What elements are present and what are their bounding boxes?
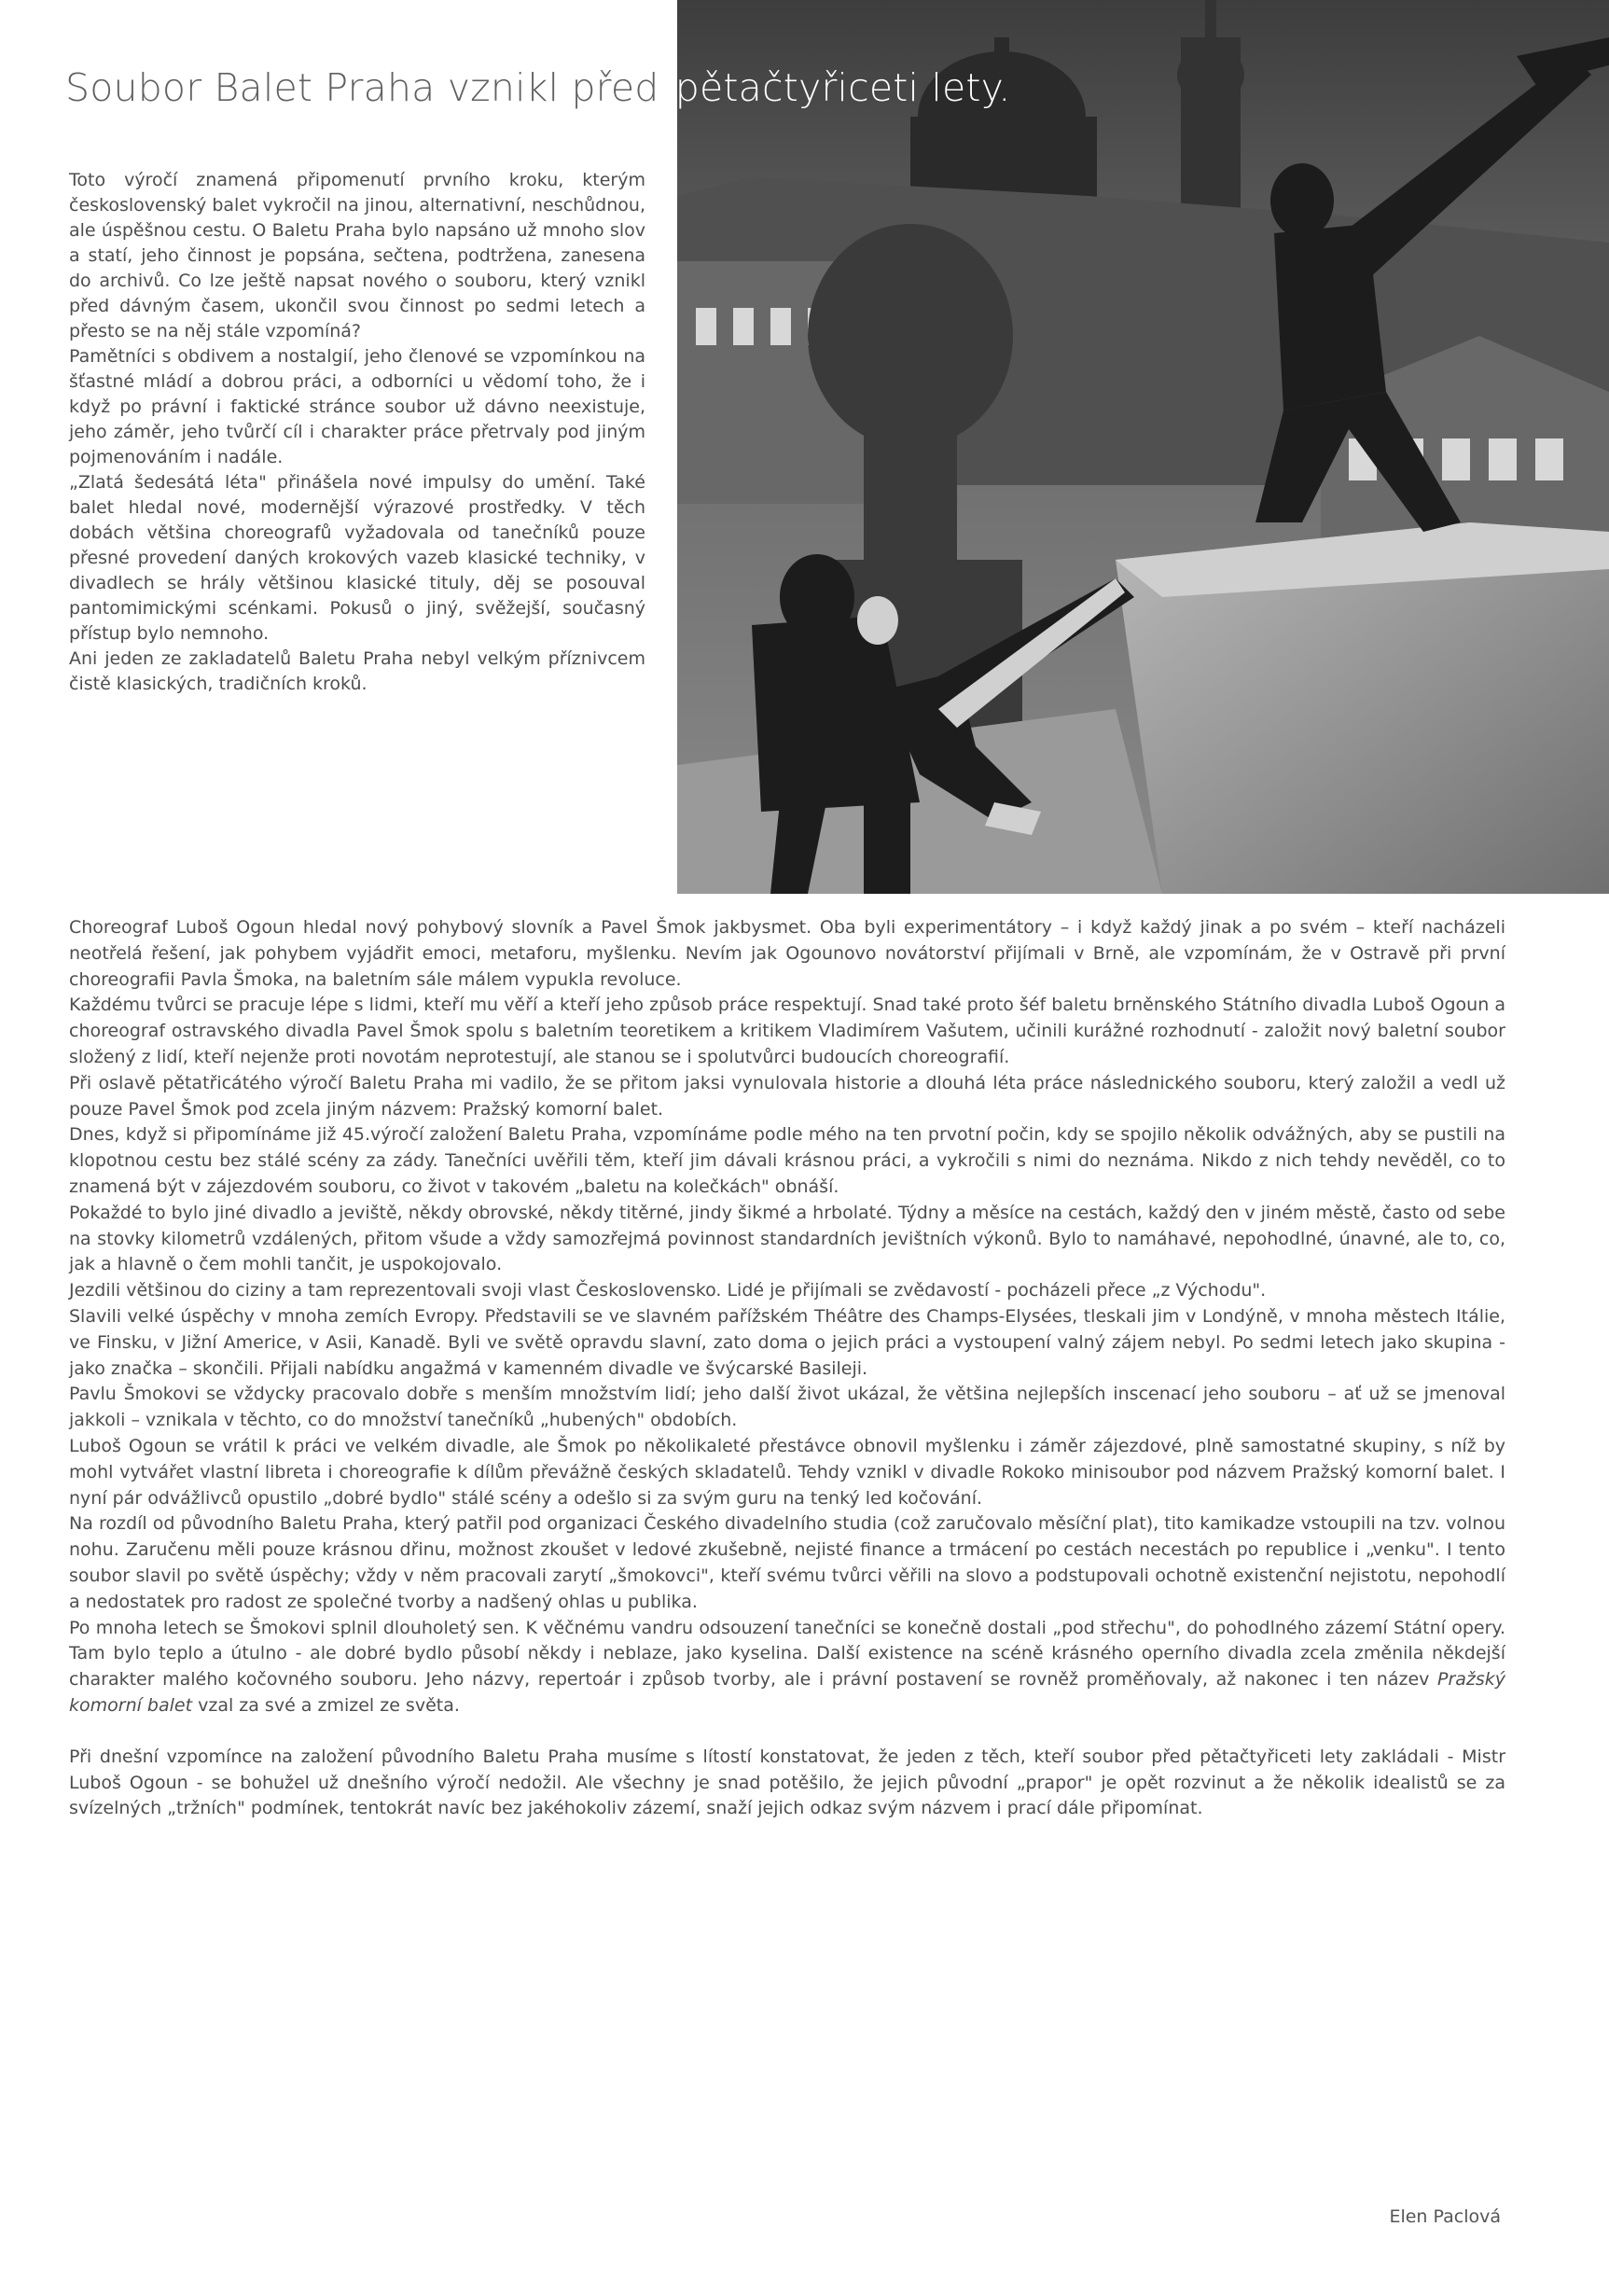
body-paragraph: Slavili velké úspěchy v mnoha zemích Evropy. Představili se ve slavném pařížském Théâtre des Champs-Elysées, tleskali jim v Londýně, v mnoha městech Itálie, ve Finsku, v Jižní Americe, v Asii, Kanadě. Byli ve světě opravdu slavní, zato doma o jejich práci a vystoupení valný zájem nebyl. Po sedmi letech jako skupina - jako značka – skončili. Přijali nabídku angažmá v kamenném divadle ve švýcarské Basileji.	[69, 1305, 1505, 1379]
intro-paragraph: Pamětníci s obdivem a nostalgií, jeho členové se vzpomínkou na šťastné mládí a dobrou práci, a odborníci u vědomí toho, že i když po právní i faktické stránce soubor už dávno neexistuje, jeho záměr, jeho tvůrčí cíl i charakter práce přetrvaly pod jiným pojmenováním i nadále.	[69, 346, 645, 467]
body-paragraph: Pavlu Šmokovi se vždycky pracovalo dobře s menším množstvím lidí; jeho další život ukázal, že většina nejlepších inscenací jeho souboru – ať už se jmenoval jakkoli – vznikala v těchto, co do množství tanečníků „hubených" obdobích.	[69, 1384, 1505, 1431]
intro-paragraph: Ani jeden ze zakladatelů Baletu Praha nebyl velkým příznivcem čistě klasických, tradičních kroků.	[69, 648, 645, 694]
body-paragraph: Na rozdíl od původního Baletu Praha, který patřil pod organizaci Českého divadelního studia (což zaručovalo měsíční plat), tito kamikadze vstoupili na tzv. volnou nohu. Zaručenu měli pouze krásnou dřinu, možnost zkoušet v ledové zkušebně, nejisté finance a trmácení po cestách necestách po republice i „venku". I tento soubor slavil po světě úspěchy; vždy v něm pracovali zarytí „šmokovci", kteří svému tvůrci věřili na slovo a podstupovali ochotně existenční nejistotu, nepohodlí a nedostatek pro radost ze společné tvorby a nadšený ohlas u publika.	[69, 1513, 1505, 1612]
stone-pillar	[1116, 522, 1609, 894]
title-part-1: Soubor Balet Praha vznikl před	[65, 65, 659, 110]
intro-column	[69, 168, 645, 697]
article-title	[65, 62, 1015, 114]
body-paragraph-text: Po mnoha letech se Šmokovi splnil dlouholetý sen. K věčnému vandru odsouzení tanečníci se konečně dostali „pod střechu", do pohodlného zázemí Státní opery. Tam bylo teplo a útulno - ale dobré bydlo působí někdy i neblaze, jako kyselina. Další existence na scéně krásného operního divadla zcela změnila někdejší charakter malého kočovného souboru. Jeho názvy, repertoár i způsob tvorby, ale i právní postavení se rovněž proměňovaly, až nakonec i ten název	[69, 1617, 1505, 1691]
dancers-photo	[677, 0, 1609, 894]
title-part-2: pětačtyřiceti lety.	[674, 65, 1011, 110]
main-text	[69, 915, 1505, 1822]
body-paragraph: Choreograf Luboš Ogoun hledal nový pohybový slovník a Pavel Šmok jakbysmet. Oba byli experimentátory – i když každý jinak a po svém – kteří nacházeli neotřelá řešení, jak pohybem vyjádřit emoci, metaforu, myšlenku. Nevím jak Ogounovo novátorství přijímali v Brně, ale vzpomínám, že v Ostravě při první choreografii Pavla Šmoka, na baletním sále málem vypukla revoluce.	[69, 917, 1505, 990]
closing-paragraph: Při dnešní vzpomínce na založení původního Baletu Praha musíme s lítostí konstatovat, že jeden z těch, kteří soubor před pětačtyřiceti lety zakládali - Mistr Luboš Ogoun - se bohužel už dnešního výročí nedožil. Ale všechny je snad potěšilo, že jejich původní „prapor" je opět rozvinut a že několik idealistů se za svízelných „tržních" podmínek, tentokrát navíc bez jakéhokoliv zázemí, snaží jejich odkaz svým názvem i prací dále připomínat.	[69, 1746, 1505, 1819]
body-paragraph-tail: vzal za své a zmizel ze světa.	[192, 1694, 460, 1716]
body-paragraph: Luboš Ogoun se vrátil k práci ve velkém divadle, ale Šmok po několikaleté přestávce obnovil myšlenku i záměr zájezdové, plně samostatné skupiny, s níž by mohl vytvářet vlastní libreta i choreografie k dílům převážně českých skladatelů. Tehdy vznikl v divadle Rokoko minisoubor pod názvem Pražský komorní balet. I nyní pár odvážlivců opustilo „dobré bydlo" stálé scény a odešlo si za svým guru na tenký led kočování.	[69, 1435, 1505, 1509]
body-paragraph: Při oslavě pětatřicátého výročí Baletu Praha mi vadilo, že se přitom jaksi vynulovala historie a dlouhá léta práce následnického souboru, který založil a vedl už pouze Pavel Šmok pod zcela jiným názvem: Pražský komorní balet.	[69, 1072, 1505, 1120]
body-paragraph-last	[69, 1616, 1505, 1719]
body-paragraph: Dnes, když si připomínáme již 45.výročí založení Baletu Praha, vzpomínáme podle mého na ten prvotní počin, kdy se spojilo několik odvážných, aby se pustili na klopotnou cestu bez stálé scény za zády. Tanečníci uvěřili těm, kteří jim dávali krásnou práci, a vykročili s nimi do neznáma. Nikdo z nich tehdy nevěděl, co to znamená být v zájezdovém souboru, co život v takovém „baletu na kolečkách" obnáší.	[69, 1124, 1505, 1197]
body-paragraph: Pokaždé to bylo jiné divadlo a jeviště, někdy obrovské, někdy titěrné, jindy šikmé a hrbolaté. Týdny a měsíce na cestách, každý den v jiném městě, často od sebe na stovky kilometrů vzdálených, přitom všude a vždy samozřejmá povinnost standardních jevištních výkonů. Bylo to namáhavé, nepohodlné, únavné, ale to, co, jak a hlavně o čem mohli tančit, je uspokojovalo.	[69, 1202, 1505, 1275]
body-paragraph: Každému tvůrci se pracuje lépe s lidmi, kteří mu věří a kteří jeho způsob práce respektují. Snad také proto šéf baletu brněnského Státního divadla Luboš Ogoun a choreograf ostravského divadla Pavel Šmok spolu s baletním teoretikem a kritikem Vladimírem Vašutem, učinili kurážné rozhodnutí - založit nový baletní soubor složený z lidí, kteří nejenže proti novotám neprotestují, ale stanou se i spolutvůrci budoucích choreografií.	[69, 995, 1505, 1067]
dancers-photo-drawing	[677, 0, 1609, 894]
author-signature: Elen Paclová	[1389, 2206, 1501, 2227]
intro-paragraph: „Zlatá šedesátá léta" přinášela nové impulsy do umění. Také balet hledal nové, modernější výrazové prostředky. V těch dobách většina choreografů vyžadovala od tanečníků pouze přesné provedení daných krokových vazeb klasické techniky, v divadlech se hrály většinou klasické tituly, děj se posouval pantomimickými scénkami. Pokusů o jiný, svěžejší, současný přístup bylo nemnoho.	[69, 472, 645, 644]
intro-paragraph: Toto výročí znamená připomenutí prvního kroku, kterým československý balet vykročil na jinou, alternativní, neschůdnou, ale úspěšnou cestu. O Baletu Praha bylo napsáno už mnoho slov a statí, jeho činnost je popsána, sečtena, podtržena, zanesena do archivů. Co lze ještě napsat nového o souboru, který vznikl před dávným časem, ukončil svou činnost po sedmi letech a přesto se na něj stále vzpomíná?	[69, 170, 645, 341]
ensemble-name-italic: Pražský komorní balet	[69, 1669, 1506, 1716]
body-paragraph: Jezdili většinou do ciziny a tam reprezentovali svoji vlast Československo. Lidé je přijímali se zvědavostí - pocházeli přece „z Východu".	[69, 1280, 1267, 1301]
